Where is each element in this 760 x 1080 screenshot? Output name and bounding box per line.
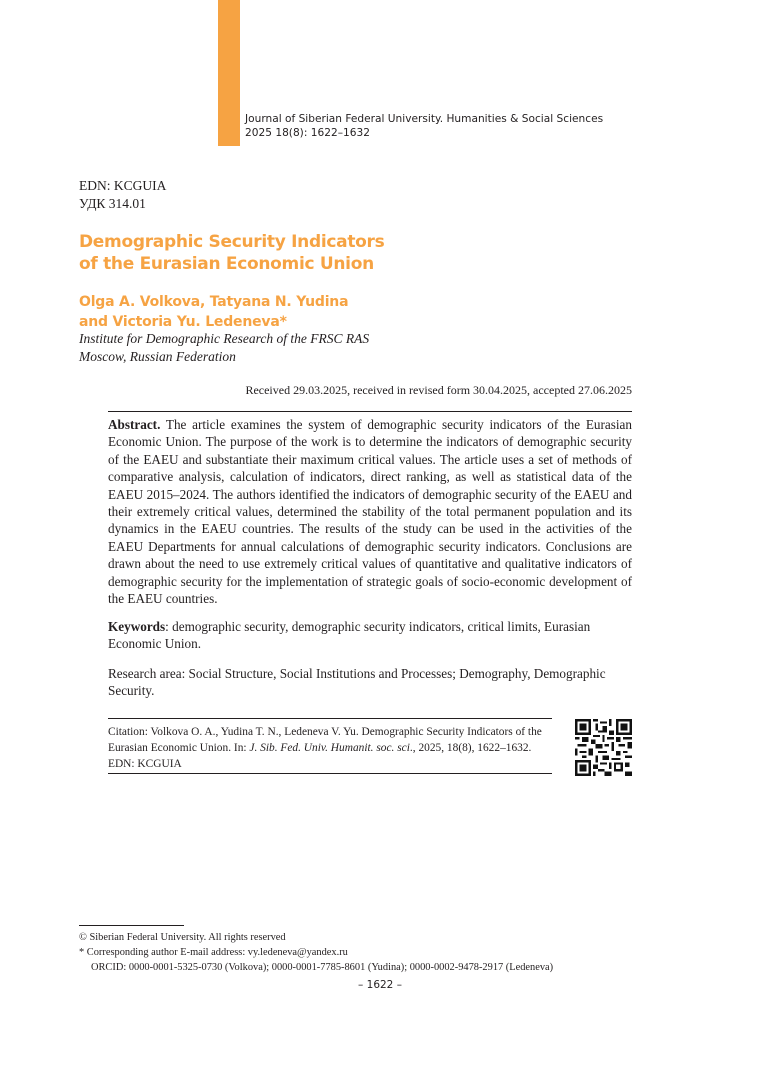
page-number: – 1622 – [358, 979, 402, 991]
citation-tail: ., 2025, 18(8), 1622–1632. EDN: KCGUIA [108, 742, 532, 770]
journal-issue: 2025 18(8): 1622–1632 [245, 127, 370, 139]
abstract-paragraph [108, 416, 632, 607]
keywords-paragraph [108, 618, 632, 653]
institute-name: Institute for Demographic Research of the FRSC RAS [79, 331, 370, 346]
article-identifiers [79, 177, 166, 213]
abstract-top-rule [108, 411, 632, 412]
received-dates: Received 29.03.2025, received in revised form 30.04.2025, accepted 27.06.2025 [245, 383, 632, 397]
citation-journal: J. Sib. Fed. Univ. Humanit. soc. sci [249, 742, 410, 754]
copyright-note: © Siberian Federal University. All rights reserved [79, 932, 286, 943]
authors-line-2: and Victoria Yu. Ledeneva* [79, 314, 287, 330]
header-accent-bar [218, 0, 240, 146]
citation-bottom-rule [108, 773, 552, 774]
orcid-note: ORCID: 0000-0001-5325-0730 (Volkova); 0000-0001-7785-8601 (Yudina); 0000-0002-9478-2917 (Ledeneva) [91, 962, 554, 973]
affiliation [79, 330, 369, 366]
journal-header [245, 112, 665, 140]
research-area: Research area: Social Structure, Social Institutions and Processes; Demography, Demographic Security. [108, 666, 606, 699]
article-title [79, 231, 639, 275]
title-line-2: of the Eurasian Economic Union [79, 254, 374, 274]
author-list [79, 292, 639, 332]
title-line-1: Demographic Security Indicators [79, 232, 385, 252]
citation-text: Citation: Volkova O. A., Yudina T. N., Ledeneva V. Yu. Demographic Security Indicators of the Eurasian Economic Union. In: [108, 726, 542, 754]
footnotes [79, 930, 679, 975]
citation-block [108, 724, 552, 772]
qr-code-icon [575, 719, 632, 776]
corresponding-author-note: * Corresponding author E-mail address: vy.ledeneva@yandex.ru [79, 947, 348, 958]
edn-code: EDN: KCGUIA [79, 178, 167, 193]
keywords-label: Keywords [108, 619, 166, 634]
abstract-label: Abstract. [108, 417, 161, 432]
authors-line-1: Olga A. Volkova, Tatyana N. Yudina [79, 294, 349, 310]
udk-code: УДК 314.01 [79, 196, 146, 211]
keywords-text: : demographic security, demographic security indicators, critical limits, Eurasian Economic Union. [108, 619, 591, 652]
abstract-text: The article examines the system of demographic security indicators of the Eurasian Economic Union. The purpose of the work is to determine the indicators of demographic security of the EAEU and substantiate their maximum critical values. The article uses a set of methods of comparative analysis, calculation of indicators, direct ranking, as well as statistical data of the EAEU 2015–2024. The authors identified the indicators of demographic security of the EAEU and their extremely critical values, determined the stability of the total permanent population and its dynamics in the EAEU countries. The results of the study can be used in the activities of the EAEU Departments for annual calculations of demographic security indicators. Conclusions are drawn about the need to use extremely critical values of quantitative and qualitative indicators of demographic security for the implementation of strategic goals of socio-economic development of the EAEU countries. [108, 417, 632, 607]
citation-top-rule [108, 718, 552, 719]
institute-location: Moscow, Russian Federation [79, 349, 236, 364]
journal-name: Journal of Siberian Federal University. Humanities & Social Sciences [245, 113, 604, 125]
footnote-rule [79, 925, 184, 926]
